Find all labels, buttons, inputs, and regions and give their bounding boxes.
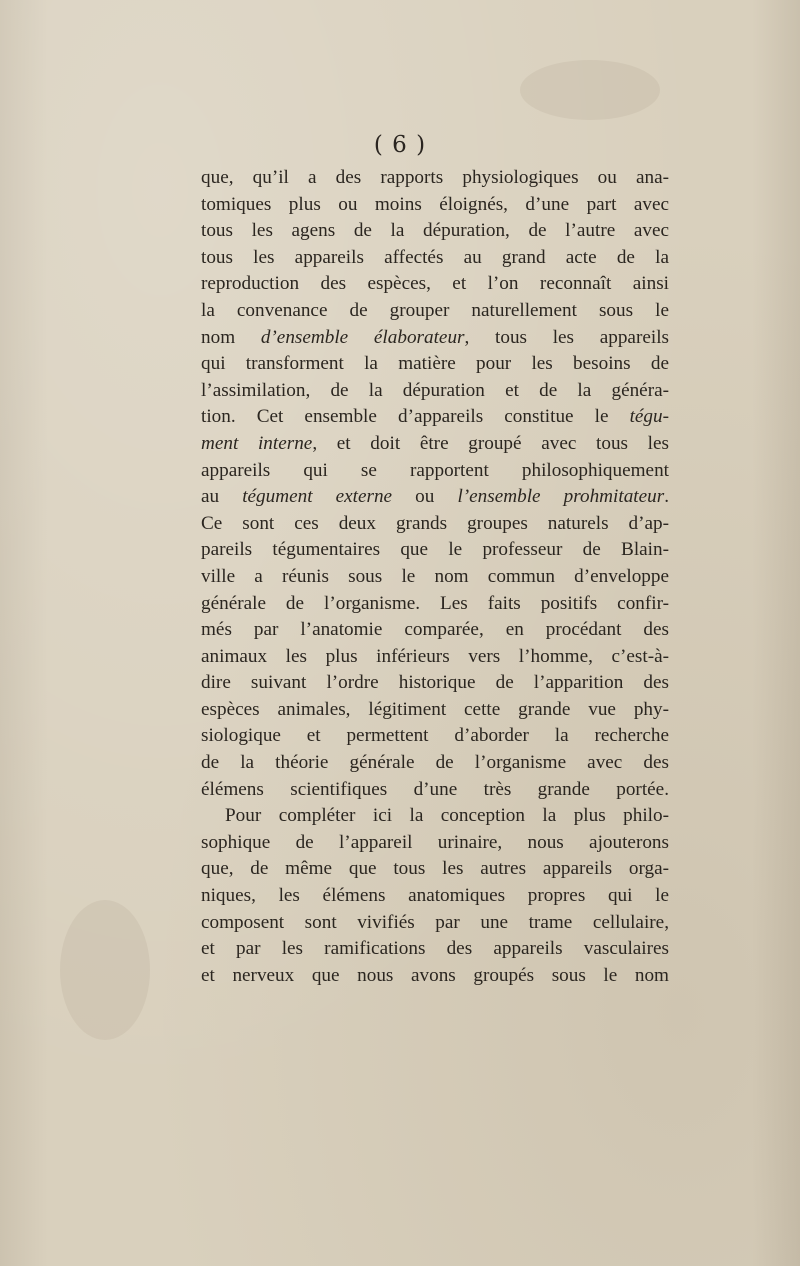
text-line bbox=[201, 404, 669, 431]
text-line bbox=[201, 378, 669, 405]
text-segment: au bbox=[201, 486, 243, 508]
text-line bbox=[201, 670, 669, 697]
text-line bbox=[201, 351, 669, 378]
text-segment: més par l’anatomie comparée, en procédant des bbox=[201, 619, 669, 641]
text-segment: . bbox=[664, 486, 669, 508]
text-segment: nom bbox=[201, 326, 261, 348]
paper-stain bbox=[60, 900, 150, 1040]
text-line bbox=[201, 591, 669, 618]
italic-text: l’ensemble prohmitateur bbox=[457, 486, 665, 508]
italic-text: ment interne bbox=[201, 432, 313, 454]
text-line bbox=[201, 750, 669, 777]
page-number: ( 6 ) bbox=[373, 132, 427, 158]
text-line bbox=[201, 458, 669, 485]
text-line bbox=[201, 697, 669, 724]
text-line bbox=[201, 537, 669, 564]
italic-text: tégument externe bbox=[242, 486, 393, 508]
text-segment: , et doit être groupé avec tous les bbox=[312, 432, 669, 454]
text-line bbox=[201, 723, 669, 750]
text-segment: espèces animales, légitiment cette grande vue phy- bbox=[201, 698, 669, 720]
text-line bbox=[201, 617, 669, 644]
text-segment: dire suivant l’ordre historique de l’apparition des bbox=[201, 672, 669, 694]
text-segment: pareils tégumentaires que le professeur de Blain- bbox=[201, 539, 669, 561]
text-segment: tomiques plus ou moins éloignés, d’une part avec bbox=[201, 193, 669, 215]
text-segment: composent sont vivifiés par une trame cellulaire, bbox=[201, 911, 669, 933]
text-line bbox=[201, 218, 669, 245]
text-line bbox=[201, 484, 669, 511]
text-line bbox=[201, 777, 669, 804]
text-segment: Pour compléter ici la conception la plus philo- bbox=[225, 805, 669, 827]
text-segment: tion. Cet ensemble d’appareils constitue le bbox=[201, 406, 630, 428]
text-line bbox=[201, 803, 669, 830]
text-segment: appareils qui se rapportent philosophiquement bbox=[201, 459, 669, 481]
text-line bbox=[201, 298, 669, 325]
text-segment: siologique et permettent d’aborder la recherche bbox=[201, 725, 669, 747]
text-segment: que, qu’il a des rapports physiologiques ou ana- bbox=[201, 167, 669, 188]
text-segment: animaux les plus inférieurs vers l’homme, c’est-à- bbox=[201, 645, 669, 667]
text-line bbox=[201, 910, 669, 937]
text-line bbox=[201, 245, 669, 272]
text-segment: élémens scientifiques d’une très grande portée. bbox=[201, 778, 669, 800]
paper-stain bbox=[520, 60, 660, 120]
text-segment: tous les appareils affectés au grand acte de la bbox=[201, 246, 669, 268]
text-line bbox=[201, 511, 669, 538]
text-line bbox=[201, 963, 669, 990]
text-line bbox=[201, 564, 669, 591]
text-segment: qui transforment la matière pour les besoins de bbox=[201, 353, 669, 375]
text-segment: l’assimilation, de la dépuration et de la généra- bbox=[201, 379, 669, 401]
body-text bbox=[201, 165, 669, 989]
text-segment: sophique de l’appareil urinaire, nous ajouterons bbox=[201, 831, 669, 853]
text-segment: générale de l’organisme. Les faits positifs confir- bbox=[201, 592, 669, 614]
text-segment: ville a réunis sous le nom commun d’enveloppe bbox=[201, 565, 669, 587]
text-segment: , tous les appareils bbox=[464, 326, 669, 348]
text-segment: reproduction des espèces, et l’on reconnaît ainsi bbox=[201, 273, 669, 295]
text-line bbox=[201, 644, 669, 671]
italic-text: tégu- bbox=[629, 406, 669, 428]
text-segment: la convenance de grouper naturellement sous le bbox=[201, 299, 669, 321]
italic-text: d’ensemble élaborateur bbox=[260, 326, 465, 348]
text-segment: tous les agens de la dépuration, de l’autre avec bbox=[201, 220, 669, 242]
text-segment: et nerveux que nous avons groupés sous le nom bbox=[201, 964, 669, 986]
text-line bbox=[201, 936, 669, 963]
text-line bbox=[201, 165, 669, 192]
text-line bbox=[201, 271, 669, 298]
text-segment: de la théorie générale de l’organisme avec des bbox=[201, 752, 669, 774]
text-segment: ou bbox=[392, 486, 458, 508]
text-segment: niques, les élémens anatomiques propres qui le bbox=[201, 885, 669, 907]
text-line bbox=[201, 325, 669, 352]
text-segment: que, de même que tous les autres appareils orga- bbox=[201, 858, 669, 880]
text-segment: et par les ramifications des appareils vasculaires bbox=[201, 938, 669, 960]
text-line bbox=[201, 192, 669, 219]
text-line bbox=[201, 830, 669, 857]
text-line bbox=[201, 431, 669, 458]
text-line bbox=[201, 883, 669, 910]
text-segment: Ce sont ces deux grands groupes naturels d’ap- bbox=[201, 512, 669, 534]
text-line bbox=[201, 856, 669, 883]
